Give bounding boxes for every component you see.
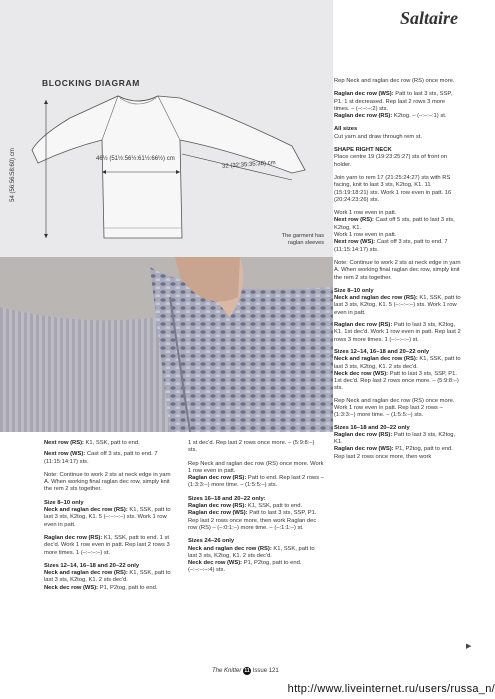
col3-item: Rep Neck and raglan dec row (RS) once more. Work 1 row even in patt. Rep last 2 rows – (1:3:3:–) more time. – (1:5:5:–) sts. bbox=[334, 397, 455, 419]
page-title: Saltaire bbox=[400, 8, 459, 28]
col3-item: Raglan dec row (WS): Patt to last 3 sts, SSP, P1. 1 st decreased. Rep last 2 rows 3 more times. – (–:–:–:2) sts. bbox=[334, 91, 453, 112]
col1-item: Neck and raglan dec row (RS): K1, SSK, patt to last 3 sts, K2tog, K1. 5 (–:–:–:–) sts. Work 1 row even in patt. bbox=[44, 507, 171, 528]
page-footer bbox=[212, 667, 279, 675]
blocking-diagram bbox=[30, 88, 330, 253]
footer-magazine: The Knitter bbox=[212, 668, 242, 674]
col1-item: Neck and raglan dec row (RS): K1, SSK, patt to last 3 sts, K2tog, K1. 2 sts dec'd. bbox=[44, 570, 171, 584]
col2-item: Neck and raglan dec row (RS): K1, SSK, patt to last 3 sts, K2tog, K1. 2 sts dec'd. bbox=[188, 545, 315, 559]
col1-note: Note: Continue to work 2 sts at neck edge in yarn A. When working final raglan dec row, simply knit the rem 2 sts together. bbox=[44, 471, 171, 493]
diagram-title: BLOCKING DIAGRAM bbox=[42, 78, 140, 88]
col1-item: Neck dec row (WS): P1, P2tog, patt to end. bbox=[44, 584, 158, 591]
col2-item: 1 st dec'd. Rep last 2 rows once more. – (5:9:8:–) sts. bbox=[188, 440, 315, 454]
col1-heading: Sizes 12–14, 16–18 and 20–22 only bbox=[44, 562, 140, 569]
col3-item: Cut yarn and draw through rem st. bbox=[334, 133, 422, 140]
col2-item: Neck dec row (WS): P1, P2tog, patt to end. (–:–:–:–:4) sts. bbox=[188, 560, 302, 574]
width-label: 46½ (51½:56½:61½:66½) cm bbox=[96, 156, 175, 162]
col3-item: Neck and raglan dec row (RS): K1, SSK, patt to last 3 sts, K2tog, K1. 2 sts dec'd. bbox=[334, 356, 461, 370]
col2-item: Raglan dec row (RS): Patt to end. Rep last 2 rows – (1:3:3:–) more time. – (1:5:5:–) sts. bbox=[188, 475, 324, 489]
col2-heading: Sizes 16–18 and 20–22 only: bbox=[188, 495, 266, 502]
col3-item: Neck dec row (WS): Patt to last 3 sts, SSP, P1. 1st dec'd. Rep last 2 rows once more. – (5:9:8:–) sts. bbox=[334, 370, 459, 392]
col3-item: Next row (WS): Cast off 3 sts, patt to end. 7 (11:15:14:17) sts. bbox=[334, 239, 448, 253]
col3-item: Rep Neck and raglan dec row (RS) once more. bbox=[334, 78, 455, 84]
col3-item: Work 1 row even in patt. bbox=[334, 232, 397, 239]
column-3 bbox=[334, 78, 462, 461]
source-url: http://www.liveinternet.ru/users/russa_n/ bbox=[287, 683, 495, 695]
col1-item: Next row (WS): Cast off 3 sts, patt to end. 7 (11:15:14:17) sts. bbox=[44, 451, 158, 465]
footer-page-number: 11 bbox=[244, 668, 250, 674]
col3-item: Neck and raglan dec row (RS): K1, SSK, patt to last 3 sts, K2tog, K1. 5 (–:–:–:–) sts. Work 1 row even in patt. bbox=[334, 295, 461, 316]
col2-item: Raglan dec row (WS): Patt to last 3 sts, SSP, P1. Rep last 2 rows once more, then work Raglan dec row (RS) – (–:0:1:–) more time. – (–:1:1:–) st. bbox=[188, 510, 317, 531]
col2-item: Raglan dec row (RS): K1, SSK, patt to end. bbox=[188, 503, 303, 510]
diagram-note: The garment has raglan sleeves bbox=[281, 233, 324, 246]
col3-heading: Sizes 12–14, 16–18 and 20–22 only bbox=[334, 348, 430, 355]
knitwear-photo bbox=[0, 257, 333, 432]
column-2 bbox=[188, 440, 324, 579]
col3-item: Join yarn to rem 17 (21:25:24:27) sts with RS facing, knit to last 3 sts, K2tog, K1. 11 (15:19:18:21) sts. Work 1 row even in patt. 16 (20:24:23:26) sts. bbox=[334, 174, 452, 203]
next-page-arrow-icon: ▶ bbox=[466, 643, 472, 650]
length-label: 54 (56:56:58:60) cm bbox=[9, 148, 16, 202]
column-1 bbox=[44, 440, 174, 596]
col2-item: Rep Neck and raglan dec row (RS) once more. Work 1 row even in patt. bbox=[188, 460, 324, 474]
col3-item: Raglan dec row (RS): K2tog. – (–:–:–:1) st. bbox=[334, 113, 447, 120]
col3-item: Rep last 2 rows once more, then work bbox=[334, 453, 432, 460]
col3-item: Work 1 row even in patt. bbox=[334, 210, 397, 217]
col3-heading: SHAPE RIGHT NECK bbox=[334, 147, 392, 154]
footer-issue: Issue 121 bbox=[252, 668, 279, 674]
col2-heading: Sizes 24–26 only bbox=[188, 538, 235, 545]
col3-heading: Size 8–10 only bbox=[334, 287, 374, 294]
col3-item: Raglan dec row (RS): Patt to last 3 sts, K2tog, K1. bbox=[334, 431, 456, 446]
col3-heading: Sizes 16–18 and 20–22 only bbox=[334, 424, 410, 431]
col3-note: Note: Continue to work 2 sts at neck edge in yarn A. When working final raglan dec row, simply knit the rem 2 sts together. bbox=[334, 259, 461, 281]
sleeve-label: 32 (32:35:35:38) cm bbox=[221, 160, 276, 170]
col1-item: Next row (RS): K1, SSK, patt to end. bbox=[44, 440, 140, 446]
col1-item: Raglan dec row (RS): K1, SSK, patt to end. 1 st dec'd. Work 1 row even in patt. Rep last 2 rows 3 more times. 1 (–:–:–:–) st. bbox=[44, 534, 170, 556]
col3-item: Raglan dec row (WS): P1, P2tog, patt to end. bbox=[334, 446, 453, 453]
col3-heading: All sizes bbox=[334, 126, 358, 133]
col3-item: Next row (RS): Cast off 5 sts, patt to last 3 sts, K2tog, K1. bbox=[334, 217, 455, 231]
col3-item: Raglan dec row (RS): Patt to last 3 sts, K2tog, K1. 1st dec'd. Work 1 row even in patt. Rep last 2 rows 3 more times. 1 (–:–:–:–) st. bbox=[334, 322, 461, 343]
col1-heading: Size 8–10 only bbox=[44, 499, 84, 506]
col3-item: Place centre 19 (19:23:25:27) sts of front on holder. bbox=[334, 154, 448, 168]
